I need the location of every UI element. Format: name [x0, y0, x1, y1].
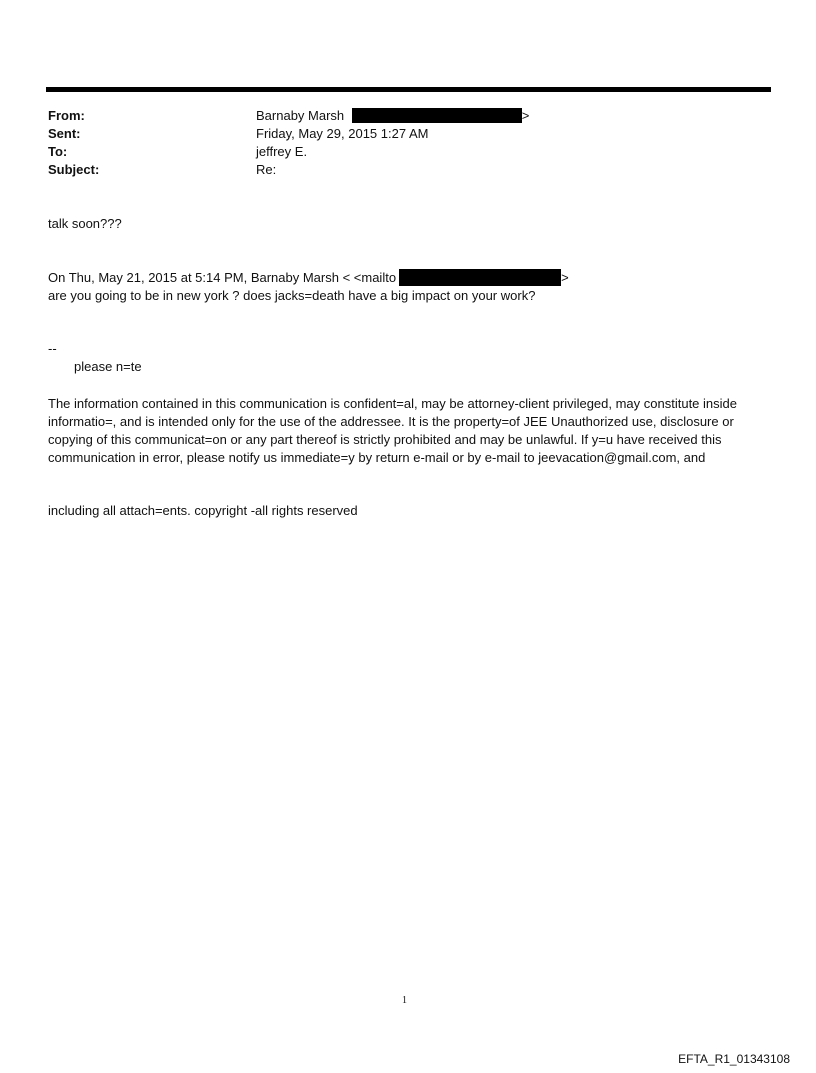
from-label: From:	[48, 108, 85, 123]
sent-value: Friday, May 29, 2015 1:27 AM	[256, 126, 429, 141]
subject-label: Subject:	[48, 162, 100, 177]
redaction-box	[399, 269, 561, 286]
subject-value: Re:	[256, 162, 277, 177]
to-value: jeffrey E.	[256, 144, 308, 159]
to-label: To:	[48, 144, 68, 159]
page-number: 1	[402, 995, 407, 1006]
quote-intro-line	[48, 269, 569, 287]
quote-intro: On Thu, May 21, 2015 at 5:14 PM, Barnaby Marsh < <mailto	[48, 270, 397, 285]
signature-note: please n=te	[74, 359, 142, 374]
from-suffix: >	[521, 108, 530, 123]
signature-dashes: --	[48, 341, 57, 356]
disclaimer-tail: including all attach=ents. copyright -all rights reserved	[48, 503, 358, 518]
header-divider	[46, 87, 771, 92]
quote-intro-suffix: >	[561, 270, 569, 285]
quoted-message: are you going to be in new york ? does jacks=death have a big impact on your work?	[48, 288, 536, 303]
redaction-box	[352, 108, 522, 123]
sent-label: Sent:	[48, 126, 81, 141]
disclaimer-paragraph: The information contained in this communication is confident=al, may be attorney-client privileged, may constitute inside informatio=, and is intended only for the use of the addressee. It is the property=of JEE Unauthorized use, disclosure or copying of this communicat=on or any part thereof is strictly prohibited and may be unlawful. If y=u have received this communication in error, please notify us immediate=y by return e-mail or by e-mail to jeevacation@gmail.com, and	[48, 396, 737, 465]
from-value	[256, 107, 529, 125]
from-name: Barnaby Marsh	[256, 108, 345, 123]
document-id: EFTA_R1_01343108	[678, 1052, 790, 1066]
reply-text: talk soon???	[48, 216, 122, 231]
